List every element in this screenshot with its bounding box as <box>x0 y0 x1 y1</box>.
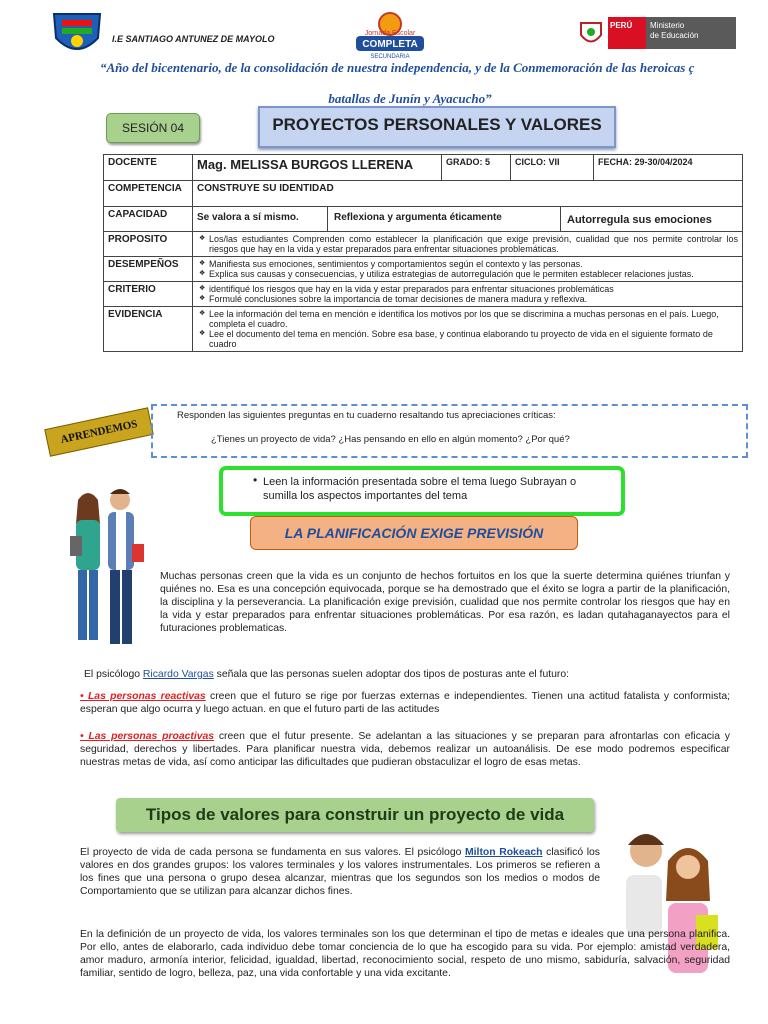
instruction-box <box>219 466 625 516</box>
grado-value: GRADO: 5 <box>442 155 511 181</box>
evidencia-item: ❖ Lee el documento del tema en mención. Sobre esa base, y continua elaborando tu proyecto de vida en el siguiente formato de cuadro <box>209 329 738 349</box>
students-photo <box>58 480 154 660</box>
aprendemos-badge: APRENDEMOS <box>44 407 154 456</box>
section-title-tipos-valores: Tipos de valores para construir un proyecto de vida <box>116 798 594 832</box>
capacidad-1: Se valora a sí mismo. <box>193 207 328 231</box>
desempenos-label: DESEMPEÑOS <box>104 257 193 282</box>
ricardo-vargas-link[interactable]: Ricardo Vargas <box>142 669 214 680</box>
ministry-line-1: Ministerio <box>650 21 685 30</box>
p2-pre: El psicólogo <box>84 669 143 680</box>
evidencia-label: EVIDENCIA <box>104 307 193 352</box>
milton-rokeach-link[interactable]: Milton Rokeach <box>465 847 543 858</box>
reactivas-text: creen que el futuro se rige por fuerzas externas e independientes. Tienen una actitud fatalista y conformista; esperan que algo ocurra y luego actuan. en que el futuro parti de las actitudes <box>80 691 730 715</box>
proactivas-text: creen que el futur presente. Se adelantan a las situaciones y se preparan para afrontarlas con eficacia y seguridad, derechos y libertades. Para planificar nuestra vida, debemos realizar un autoanálisis. De ese modo podremos especificar nuestras metas de vida, así como anticipar las dificultades que pudieran obstaculizar el logro de esas metas. <box>80 731 730 768</box>
paragraph-1: Muchas personas creen que la vida es un conjunto de hechos fortuitos en los que la suerte determina quiénes triunfan y quiénes no. Esa es una concepción equivocada, porque se ha demostrado que el éxito se logra a partir de la planificación, la disciplina y la perseverancia. La planificación exige previsión, cualidad que nos permite controlar los riesgos que hay en la vida y estar preparados para enfrentar situaciones problemáticas. Por esa razón, es ladan qutahaganayectos para el futuraciones problematicas. <box>160 571 730 634</box>
competencia-label: COMPETENCIA <box>104 181 193 207</box>
capacidad-3: Autorregula sus emociones <box>567 214 712 226</box>
instruction-text: Leen la información presentada sobre el tema luego Subrayan o sumilla los aspectos importantes del tema <box>263 476 577 502</box>
docente-value: Mag. MELISSA BURGOS LLERENA <box>193 155 442 181</box>
competencia-value: CONSTRUYE SU IDENTIDAD <box>193 181 743 207</box>
motto-line-1: “Año del bicentenario, de la consolidación de nuestra independencia, y de la Conmemoración de las heroicas ç <box>100 60 695 75</box>
evidencia-item: ❖ Lee la información del tema en mención e identifica los motivos por los que se discrimina a muchas personas en el país. Luego, completa el cuadro. <box>209 309 738 329</box>
desempeno-item: ❖ Explica sus causas y consecuencias, y utiliza estrategias de autorregulación que le permiten establecer relaciones justas. <box>209 269 738 279</box>
ministry-logo <box>608 17 736 49</box>
page-title: PROYECTOS PERSONALES Y VALORES <box>258 106 616 148</box>
session-badge: SESIÓN 04 <box>106 113 200 143</box>
criterio-item: ❖ Formulé conclusiones sobre la importancia de tomar decisiones de manera madura y reflexiva. <box>209 294 738 304</box>
p2-post: señala que las personas suelen adoptar dos tipos de posturas ante el futuro: <box>213 669 570 680</box>
ciclo-value: CICLO: VII <box>511 155 594 181</box>
docente-label: DOCENTE <box>104 155 193 181</box>
desempeno-item: ❖ Manifiesta sus emociones, sentimientos y comportamientos según el contexto y las personas. <box>209 259 738 269</box>
bullet-icon: • <box>253 473 258 487</box>
peru-shield-icon <box>578 20 604 48</box>
fecha-value: FECHA: 29-30/04/2024 <box>594 155 743 181</box>
questions-intro: Responden las siguientes preguntas en tu cuaderno resaltando tus apreciaciones críticas: <box>177 410 556 421</box>
paragraph-rokeach <box>80 846 600 898</box>
questions-text: ¿Tienes un proyecto de vida? ¿Has pensando en ello en algún momento? ¿Por qué? <box>211 434 570 445</box>
questions-box <box>151 404 748 458</box>
p5-pre: El proyecto de vida de cada persona se fundamenta en sus valores. El psicólogo <box>80 847 466 858</box>
capacidad-2: Reflexiona y argumenta éticamente <box>328 207 561 231</box>
paragraph-reactivas <box>80 690 730 716</box>
school-name: I.E SANTIAGO ANTUNEZ DE MAYOLO <box>112 34 275 44</box>
p5-post: clasificó los valores en dos grandes grupos: los valores terminales y los valores instrumentales. Los primeros se refieren a los fines que una persona o grupo desea alcanzar, mientras que los segundos son los medios o modos de Comportamiento que se utilizan para alcanzar dichos fines. <box>80 847 600 897</box>
paragraph-2 <box>84 668 734 681</box>
paragraph-final: En la definición de un proyecto de vida, los valores terminales son los que determinan el tipo de metas e ideales que una persona planifica. Por ello, antes de elaborarlo, cada individuo debe tomar conciencia de lo que ha escogido para su vida. Por ejemplo: amistad verdadera, amor maduro, armonía interior, felicidad, igualdad, libertad, reconocimiento social, respeto de uno mismo, sabiduría, salvación, seguridad familiar, sentido de logro, belleza, paz, una vida confortable y una vida excitante. <box>80 929 730 979</box>
section-title-planificacion: LA PLANIFICACIÓN EXIGE PREVISIÓN <box>250 516 578 550</box>
criterio-item: ❖ identifiqué los riesgos que hay en la vida y estar preparados para enfrentar situaciones problemáticas <box>209 284 738 294</box>
school-crest-logo <box>50 8 104 58</box>
proposito-label: PROPOSITO <box>104 232 193 257</box>
proactivas-label: • Las personas proactivas <box>80 731 215 742</box>
ministry-peru: PERÚ <box>608 17 646 49</box>
proposito-text: ❖ Los/las estudiantes Comprenden como establecer la planificación que exige previsión, cualidad que nos permite controlar los riesgos que hay en la vida y estar preparados para enfrentar situaciones problemáticas. <box>209 234 738 254</box>
logo-line-1: Jornada Escolar <box>364 30 416 37</box>
session-info-table <box>103 154 743 352</box>
ministry-line-2: de Educación <box>650 31 699 40</box>
logo-line-2: COMPLETA <box>362 39 418 50</box>
criterio-label: CRITERIO <box>104 282 193 307</box>
logo-line-3: SECUNDARIA <box>370 54 410 60</box>
reactivas-label: • Las personas reactivas <box>80 691 206 702</box>
motto-line-2: batallas de Junín y Ayacucho” <box>328 91 492 106</box>
paragraph-proactivas <box>80 730 730 769</box>
capacidad-label: CAPACIDAD <box>104 207 193 232</box>
jornada-completa-logo <box>350 10 430 62</box>
year-motto <box>60 58 760 108</box>
